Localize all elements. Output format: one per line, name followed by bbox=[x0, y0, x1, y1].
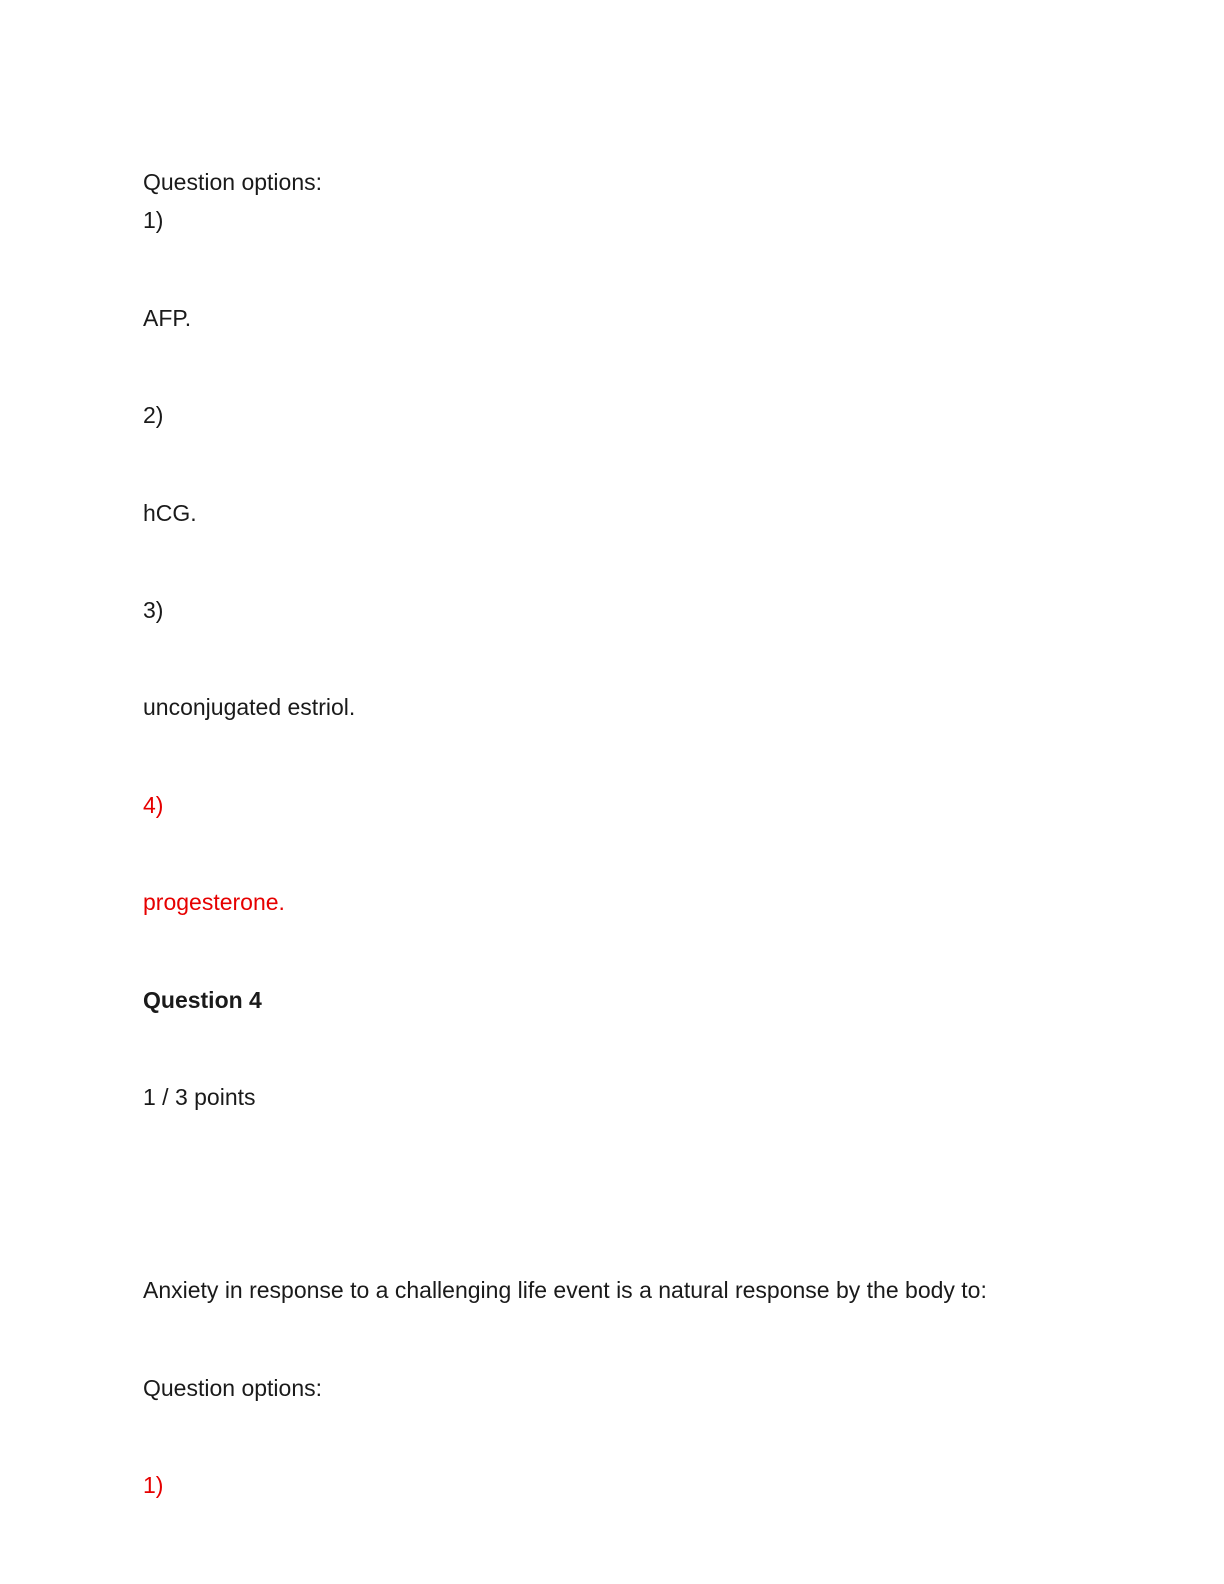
question-options-label: Question options: bbox=[143, 169, 323, 195]
option-number-1-selected: 1) bbox=[143, 1472, 164, 1498]
question-points: 1 / 3 points bbox=[143, 1084, 256, 1110]
option-text-4-selected: progesterone. bbox=[143, 889, 285, 915]
option-number-2: 2) bbox=[143, 402, 164, 428]
question-prompt: Anxiety in response to a challenging life event is a natural response by the body to: bbox=[143, 1277, 987, 1303]
option-number-4-selected: 4) bbox=[143, 792, 164, 818]
option-number-3: 3) bbox=[143, 597, 164, 623]
option-text-3: unconjugated estriol. bbox=[143, 694, 356, 720]
option-text-1: AFP. bbox=[143, 305, 192, 331]
question-options-label: Question options: bbox=[143, 1375, 323, 1401]
option-number-1: 1) bbox=[143, 207, 164, 233]
option-text-2: hCG. bbox=[143, 500, 197, 526]
question-heading: Question 4 bbox=[143, 987, 262, 1013]
